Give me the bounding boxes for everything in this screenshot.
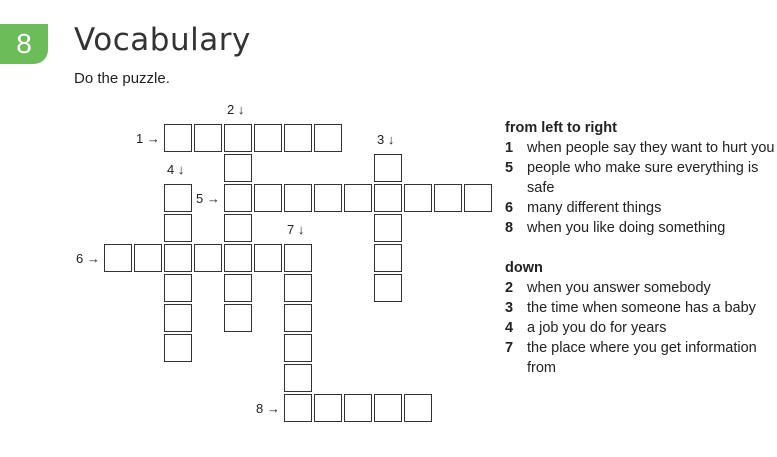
crossword-cell[interactable] <box>164 304 192 332</box>
page-title: Vocabulary <box>74 22 251 58</box>
across-heading: from left to right <box>505 120 617 136</box>
crossword-cell[interactable] <box>374 214 402 242</box>
crossword-cell[interactable] <box>314 184 342 212</box>
crossword-cell[interactable] <box>164 214 192 242</box>
crossword-cell[interactable] <box>434 184 462 212</box>
crossword-cell[interactable] <box>254 244 282 272</box>
crossword-cell[interactable] <box>164 274 192 302</box>
clue-item-across-1 <box>505 138 775 158</box>
clue-label-6-across: 6 → <box>76 251 100 266</box>
clue-item-down-7 <box>505 338 775 378</box>
clue-text: many different things <box>527 200 662 216</box>
clue-number: 1 <box>505 140 514 156</box>
clue-item-down-3 <box>505 298 775 318</box>
crossword-cell[interactable] <box>374 394 402 422</box>
clue-item-down-4 <box>505 318 775 338</box>
clue-item-across-6 <box>505 198 775 218</box>
crossword-cell[interactable] <box>164 244 192 272</box>
crossword-cell[interactable] <box>104 244 132 272</box>
clue-text: a job you do for years <box>527 320 667 336</box>
crossword-cell[interactable] <box>254 184 282 212</box>
clue-text: when you like doing something <box>527 220 726 236</box>
crossword-cell[interactable] <box>374 244 402 272</box>
crossword-cell[interactable] <box>314 394 342 422</box>
unit-number-badge: 8 <box>0 24 48 64</box>
crossword-cell[interactable] <box>284 274 312 302</box>
clue-label-3-down: 3 ↓ <box>377 132 395 147</box>
crossword-cell[interactable] <box>464 184 492 212</box>
down-heading: down <box>505 260 543 276</box>
crossword-cell[interactable] <box>224 304 252 332</box>
clue-number: 7 <box>505 340 514 356</box>
crossword-cell[interactable] <box>404 184 432 212</box>
clue-text: people who make sure everything is safe <box>527 160 759 196</box>
crossword-cell[interactable] <box>164 184 192 212</box>
crossword-cell[interactable] <box>224 274 252 302</box>
crossword-cell[interactable] <box>374 274 402 302</box>
clue-list <box>505 118 775 378</box>
crossword-cell[interactable] <box>284 364 312 392</box>
crossword-cell[interactable] <box>314 124 342 152</box>
clue-text: the place where you get information from <box>527 340 757 376</box>
instruction-text: Do the puzzle. <box>74 70 170 87</box>
crossword-cell[interactable] <box>224 124 252 152</box>
clue-label-5-across: 5 → <box>196 191 220 206</box>
crossword-cell[interactable] <box>284 394 312 422</box>
clue-item-across-8 <box>505 218 775 238</box>
clue-text: when people say they want to hurt you <box>527 140 775 156</box>
clue-item-down-2 <box>505 278 775 298</box>
crossword-cell[interactable] <box>284 334 312 362</box>
crossword-cell[interactable] <box>344 394 372 422</box>
spacer <box>505 238 775 258</box>
crossword-cell[interactable] <box>374 154 402 182</box>
clue-text: when you answer somebody <box>527 280 711 296</box>
crossword-cell[interactable] <box>284 244 312 272</box>
clue-number: 5 <box>505 160 514 176</box>
clue-label-4-down: 4 ↓ <box>167 162 185 177</box>
clue-number: 2 <box>505 280 514 296</box>
clue-label-1-across: 1 → <box>136 131 160 146</box>
clue-label-7-down: 7 ↓ <box>287 222 305 237</box>
clue-number: 6 <box>505 200 514 216</box>
crossword-cell[interactable] <box>134 244 162 272</box>
crossword-cell[interactable] <box>404 394 432 422</box>
crossword-cell[interactable] <box>284 124 312 152</box>
crossword-cell[interactable] <box>284 184 312 212</box>
crossword-cell[interactable] <box>344 184 372 212</box>
crossword-cell[interactable] <box>224 154 252 182</box>
clue-text: the time when someone has a baby <box>527 300 756 316</box>
clue-number: 3 <box>505 300 514 316</box>
crossword-cell[interactable] <box>164 124 192 152</box>
clue-label-8-across: 8 → <box>256 401 280 416</box>
crossword-cell[interactable] <box>224 184 252 212</box>
crossword-cell[interactable] <box>374 184 402 212</box>
clue-number: 4 <box>505 320 514 336</box>
crossword-cell[interactable] <box>254 124 282 152</box>
clue-item-across-5 <box>505 158 775 198</box>
crossword-cell[interactable] <box>224 244 252 272</box>
crossword-cell[interactable] <box>194 244 222 272</box>
clue-number: 8 <box>505 220 514 236</box>
crossword-cell[interactable] <box>194 124 222 152</box>
clue-label-2-down: 2 ↓ <box>227 102 245 117</box>
crossword-cell[interactable] <box>164 334 192 362</box>
crossword-cell[interactable] <box>284 304 312 332</box>
crossword-cell[interactable] <box>224 214 252 242</box>
